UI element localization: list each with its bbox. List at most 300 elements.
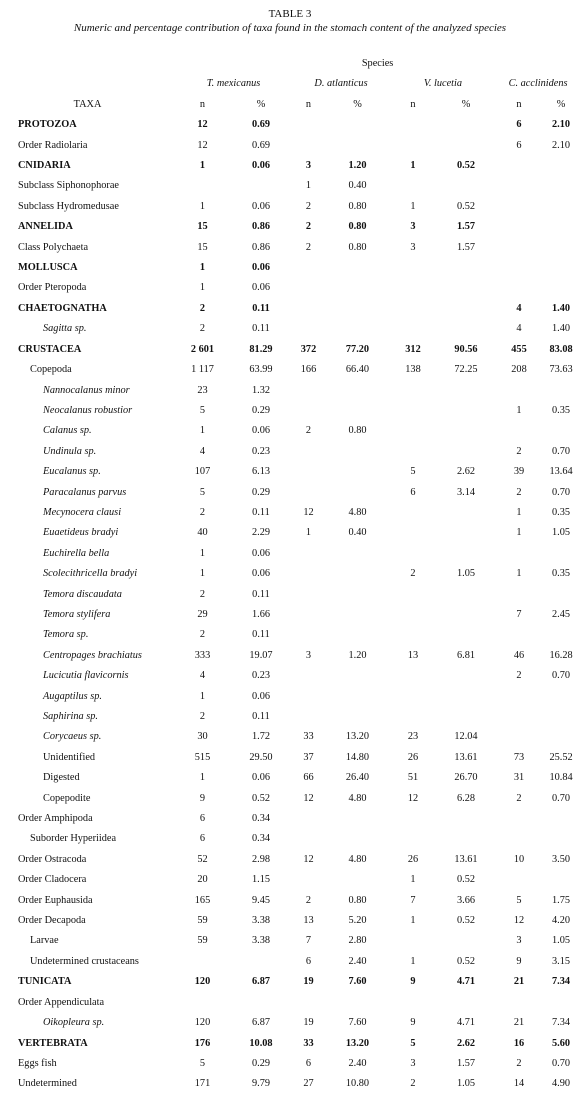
- count-cell: [292, 401, 325, 421]
- percent-cell: 13.61: [454, 751, 478, 763]
- percent-cell: 3.50: [552, 853, 571, 865]
- count-cell: 2: [305, 425, 312, 437]
- percent-cell: 0.80: [348, 425, 367, 437]
- percent-cell: [325, 605, 390, 625]
- percent-cell: [325, 829, 390, 849]
- taxon-name: Subclass Hydromedusae: [18, 200, 119, 212]
- percent-cell: [542, 993, 580, 1013]
- count-cell: 5: [410, 466, 416, 478]
- count-cell: 6: [516, 119, 522, 131]
- taxa-header: TAXA: [73, 98, 102, 110]
- count-cell: 10: [513, 853, 525, 865]
- percent-cell: 13.64: [549, 466, 573, 478]
- count-cell: [390, 176, 436, 196]
- percent-cell: 0.29: [251, 486, 271, 498]
- species-names-row: [0, 74, 580, 94]
- percent-cell: 0.52: [456, 160, 476, 172]
- taxon-name: VERTEBRATA: [18, 1037, 88, 1049]
- species-name: D. atlanticus: [314, 78, 368, 90]
- table-row: [0, 646, 580, 666]
- count-cell: 138: [405, 364, 421, 376]
- count-cell: [292, 993, 325, 1013]
- n-header: n: [199, 98, 206, 110]
- taxon-name: CHAETOGNATHA: [18, 302, 107, 314]
- percent-cell: 0.86: [251, 221, 271, 233]
- taxon-name: TUNICATA: [18, 976, 72, 988]
- table-row: [0, 972, 580, 992]
- table-row: [0, 1054, 580, 1074]
- n-header: n: [516, 98, 522, 110]
- count-cell: [292, 278, 325, 298]
- percent-cell: 0.06: [251, 282, 271, 294]
- count-cell: [292, 585, 325, 605]
- table-row: [0, 1074, 580, 1094]
- table-row: [0, 564, 580, 584]
- percent-cell: [436, 829, 496, 849]
- count-cell: 6: [199, 813, 206, 825]
- percent-cell: [436, 115, 496, 135]
- count-cell: [292, 319, 325, 339]
- count-cell: 12: [303, 792, 314, 804]
- count-cell: 12: [303, 853, 314, 865]
- taxon-name: Undetermined: [18, 1078, 77, 1090]
- table-row: [0, 340, 580, 360]
- percent-cell: 0.40: [348, 527, 367, 539]
- percent-cell: 25.52: [549, 751, 573, 763]
- count-cell: 3: [305, 160, 312, 172]
- percent-cell: 0.40: [348, 180, 367, 192]
- percent-cell: 7.60: [348, 976, 367, 988]
- pct-header: %: [256, 98, 266, 110]
- percent-cell: [436, 381, 496, 401]
- count-cell: 1: [199, 568, 206, 580]
- percent-cell: 0.86: [251, 241, 271, 253]
- percent-cell: 19.07: [249, 649, 273, 661]
- table-row: [0, 278, 580, 298]
- percent-cell: [436, 523, 496, 543]
- count-cell: 166: [300, 364, 317, 376]
- taxon-name: Order Appendiculata: [18, 996, 105, 1008]
- percent-cell: [436, 809, 496, 829]
- percent-cell: 0.52: [456, 874, 476, 886]
- count-cell: [496, 809, 542, 829]
- percent-cell: 0.11: [252, 302, 270, 314]
- percent-cell: 6.87: [251, 976, 271, 988]
- percent-cell: 83.08: [549, 343, 573, 355]
- count-cell: [496, 870, 542, 890]
- percent-cell: 1.20: [348, 649, 367, 661]
- percent-cell: 3.38: [251, 915, 271, 927]
- species-name: V. lucetia: [423, 78, 463, 90]
- percent-cell: 0.11: [252, 323, 270, 335]
- count-cell: [292, 483, 325, 503]
- percent-cell: [436, 625, 496, 645]
- percent-cell: [542, 707, 580, 727]
- percent-cell: 0.70: [552, 792, 571, 804]
- percent-cell: [542, 217, 580, 237]
- count-cell: 1: [410, 955, 416, 967]
- count-cell: [390, 278, 436, 298]
- percent-cell: 0.06: [251, 547, 271, 559]
- percent-cell: 0.29: [251, 404, 271, 416]
- count-cell: 1: [410, 874, 416, 886]
- taxon-name: Centropages brachiatus: [43, 649, 142, 661]
- count-cell: 1: [199, 547, 206, 559]
- taxon-name: Order Radiolaria: [18, 139, 88, 151]
- percent-cell: [542, 829, 580, 849]
- count-cell: 120: [194, 976, 211, 988]
- percent-cell: 0.06: [251, 568, 271, 580]
- count-cell: 6: [305, 1057, 312, 1069]
- percent-cell: 1.40: [552, 302, 571, 314]
- percent-cell: [436, 931, 496, 951]
- table-row: [0, 585, 580, 605]
- percent-cell: [436, 421, 496, 441]
- percent-cell: 10.80: [345, 1078, 370, 1090]
- count-cell: 2: [199, 302, 206, 314]
- count-cell: 2: [410, 568, 416, 580]
- taxon-name: CRUSTACEA: [18, 343, 82, 355]
- table-row: [0, 727, 580, 747]
- count-cell: 2: [199, 629, 206, 641]
- percent-cell: 66.40: [345, 364, 370, 376]
- count-cell: 5: [516, 894, 522, 906]
- count-cell: 9: [410, 1017, 416, 1029]
- percent-cell: 2.62: [456, 466, 476, 478]
- percent-cell: 2.10: [552, 139, 571, 151]
- percent-cell: 0.69: [251, 139, 271, 151]
- percent-cell: 1.57: [456, 1057, 476, 1069]
- count-cell: [496, 544, 542, 564]
- count-cell: 13: [407, 649, 419, 661]
- count-cell: 1: [199, 282, 206, 294]
- table-row: [0, 768, 580, 788]
- count-cell: 33: [303, 731, 314, 743]
- taxon-name: Larvae: [30, 935, 59, 947]
- count-cell: 12: [303, 506, 314, 518]
- count-cell: [175, 176, 230, 196]
- percent-cell: [436, 503, 496, 523]
- species-header: Species: [361, 58, 394, 69]
- percent-cell: [436, 544, 496, 564]
- taxon-name: Digested: [43, 772, 80, 784]
- percent-cell: 0.52: [456, 915, 476, 927]
- table-row: [0, 360, 580, 380]
- percent-cell: 1.15: [251, 874, 271, 886]
- percent-cell: 1.05: [456, 568, 476, 580]
- count-cell: [496, 707, 542, 727]
- count-cell: 1: [305, 527, 312, 539]
- percent-cell: 3.66: [456, 894, 476, 906]
- count-cell: 23: [407, 731, 419, 743]
- count-cell: [390, 605, 436, 625]
- percent-cell: 5.60: [552, 1037, 571, 1049]
- count-cell: 51: [407, 772, 419, 784]
- count-cell: 1: [199, 262, 206, 274]
- percent-cell: [436, 585, 496, 605]
- table-row: [0, 156, 580, 176]
- count-cell: 59: [197, 915, 208, 927]
- percent-cell: 0.70: [552, 445, 571, 457]
- percent-cell: [542, 156, 580, 176]
- percent-cell: [436, 136, 496, 156]
- count-cell: [390, 421, 436, 441]
- percent-cell: [230, 176, 292, 196]
- taxon-name: Temora stylifera: [43, 608, 111, 620]
- taxon-name: Oikopleura sp.: [43, 1017, 105, 1029]
- count-cell: 5: [199, 404, 206, 416]
- percent-cell: 7.34: [552, 976, 571, 988]
- subheader-row: [0, 95, 580, 115]
- percent-cell: [436, 299, 496, 319]
- percent-cell: 3.14: [456, 486, 476, 498]
- percent-cell: 6.87: [251, 1017, 271, 1029]
- count-cell: 21: [513, 976, 525, 988]
- count-cell: [496, 217, 542, 237]
- percent-cell: 4.71: [456, 1017, 476, 1029]
- percent-cell: [325, 870, 390, 890]
- percent-cell: 4.90: [552, 1078, 571, 1090]
- percent-cell: 13.61: [454, 853, 478, 865]
- percent-cell: 2.62: [456, 1037, 476, 1049]
- table-row: [0, 197, 580, 217]
- count-cell: 2: [199, 506, 206, 518]
- count-cell: 73: [513, 751, 525, 763]
- count-cell: 39: [513, 466, 525, 478]
- count-cell: 12: [197, 139, 208, 151]
- percent-cell: 1.05: [456, 1078, 476, 1090]
- count-cell: 6: [516, 139, 522, 151]
- taxon-name: ANNELIDA: [18, 221, 73, 233]
- count-cell: 6: [305, 955, 312, 967]
- percent-cell: 0.34: [251, 833, 271, 845]
- count-cell: 15: [197, 221, 208, 233]
- count-cell: 1: [199, 425, 206, 437]
- taxon-name: Calanus sp.: [43, 425, 92, 437]
- taxon-name: Corycaeus sp.: [43, 731, 102, 743]
- table-row: [0, 401, 580, 421]
- percent-cell: 0.52: [456, 200, 476, 212]
- count-cell: 2: [516, 670, 522, 682]
- count-cell: [390, 115, 436, 135]
- count-cell: 1: [516, 404, 522, 416]
- percent-cell: [542, 585, 580, 605]
- count-cell: 333: [194, 649, 211, 661]
- percent-cell: 14.80: [345, 751, 370, 763]
- percent-cell: [325, 809, 390, 829]
- count-cell: 2: [305, 894, 312, 906]
- percent-cell: [542, 421, 580, 441]
- percent-cell: [325, 585, 390, 605]
- taxon-name: Copepoda: [30, 364, 72, 376]
- count-cell: [292, 809, 325, 829]
- taxon-name: Euchirella bella: [43, 547, 110, 559]
- count-cell: 33: [303, 1037, 314, 1049]
- count-cell: 120: [194, 1017, 211, 1029]
- percent-cell: 9.45: [251, 894, 271, 906]
- taxon-name: Order Cladocera: [18, 874, 87, 886]
- count-cell: [292, 707, 325, 727]
- percent-cell: 3.15: [552, 955, 571, 967]
- count-cell: [390, 381, 436, 401]
- taxon-name: Order Ostracoda: [18, 853, 87, 865]
- taxon-name: MOLLUSCA: [18, 262, 78, 274]
- count-cell: [292, 381, 325, 401]
- count-cell: 59: [197, 935, 208, 947]
- percent-cell: [542, 258, 580, 278]
- percent-cell: [325, 544, 390, 564]
- percent-cell: [436, 258, 496, 278]
- count-cell: [390, 666, 436, 686]
- count-cell: [175, 952, 230, 972]
- percent-cell: [542, 197, 580, 217]
- percent-cell: 0.23: [251, 445, 271, 457]
- percent-cell: 1.32: [251, 384, 271, 396]
- percent-cell: 1.57: [456, 221, 476, 233]
- count-cell: [390, 809, 436, 829]
- count-cell: [390, 442, 436, 462]
- count-cell: [292, 666, 325, 686]
- percent-cell: 2.40: [348, 955, 367, 967]
- count-cell: 1: [410, 200, 416, 212]
- count-cell: [496, 993, 542, 1013]
- taxon-name: Sagitta sp.: [43, 323, 87, 335]
- count-cell: 5: [410, 1037, 416, 1049]
- count-cell: [292, 544, 325, 564]
- count-cell: 3: [516, 935, 522, 947]
- count-cell: 2: [516, 792, 522, 804]
- taxon-name: Saphirina sp.: [43, 711, 98, 722]
- percent-cell: 1.66: [251, 608, 271, 620]
- percent-cell: 6.13: [251, 466, 271, 478]
- percent-cell: [436, 401, 496, 421]
- percent-cell: 2.80: [348, 935, 367, 947]
- percent-cell: [436, 707, 496, 727]
- count-cell: [390, 503, 436, 523]
- table-row: [0, 891, 580, 911]
- count-cell: [390, 993, 436, 1013]
- count-cell: 176: [194, 1037, 211, 1049]
- percent-cell: 0.06: [251, 690, 271, 702]
- percent-cell: 26.70: [454, 772, 478, 784]
- table-row: [0, 503, 580, 523]
- table-row: [0, 421, 580, 441]
- percent-cell: 90.56: [454, 343, 478, 355]
- table-row: [0, 625, 580, 645]
- percent-cell: 10.08: [249, 1037, 273, 1049]
- percent-cell: [325, 258, 390, 278]
- percent-cell: 1.72: [251, 731, 271, 743]
- percent-cell: [436, 442, 496, 462]
- count-cell: 1: [516, 527, 522, 539]
- percent-cell: 0.70: [552, 1057, 571, 1069]
- percent-cell: 26.40: [345, 772, 370, 784]
- taxon-name: Paracalanus parvus: [43, 486, 127, 498]
- percent-cell: 13.20: [345, 1037, 370, 1049]
- count-cell: 2: [199, 711, 206, 722]
- table-row: [0, 299, 580, 319]
- table-row: [0, 931, 580, 951]
- table-row: [0, 217, 580, 237]
- taxon-name: Temora discaudata: [43, 588, 122, 600]
- percent-cell: 12.04: [454, 731, 478, 743]
- percent-cell: [542, 870, 580, 890]
- count-cell: 13: [303, 915, 314, 927]
- percent-cell: 0.80: [348, 221, 367, 233]
- count-cell: 1: [199, 200, 206, 212]
- count-cell: [390, 829, 436, 849]
- percent-cell: 63.99: [249, 364, 273, 376]
- count-cell: 66: [303, 772, 314, 784]
- taxon-name: Mecynocera clausi: [43, 506, 122, 518]
- count-cell: 2: [410, 1078, 416, 1090]
- table-row: [0, 483, 580, 503]
- stomach-content-table: [0, 54, 580, 1095]
- percent-cell: [542, 176, 580, 196]
- percent-cell: 0.69: [251, 119, 271, 131]
- table-row: [0, 442, 580, 462]
- percent-cell: 2.98: [251, 853, 271, 865]
- percent-cell: [325, 462, 390, 482]
- percent-cell: [325, 442, 390, 462]
- count-cell: [292, 462, 325, 482]
- species-name: T. mexicanus: [206, 78, 261, 90]
- count-cell: [496, 829, 542, 849]
- percent-cell: 3.38: [251, 935, 271, 947]
- percent-cell: 0.52: [251, 792, 271, 804]
- table-row: [0, 707, 580, 727]
- table-row: [0, 1013, 580, 1033]
- taxon-name: Temora sp.: [43, 629, 89, 641]
- count-cell: 26: [407, 853, 419, 865]
- percent-cell: 1.05: [552, 527, 571, 539]
- percent-cell: [436, 278, 496, 298]
- percent-cell: 7.34: [552, 1017, 571, 1029]
- count-cell: [390, 258, 436, 278]
- taxon-name: Neocalanus robustior: [43, 404, 133, 416]
- table-row: [0, 850, 580, 870]
- count-cell: 2: [516, 486, 522, 498]
- count-cell: [496, 197, 542, 217]
- count-cell: 29: [197, 608, 208, 620]
- percent-cell: [542, 238, 580, 258]
- percent-cell: 0.06: [251, 772, 271, 784]
- percent-cell: [325, 299, 390, 319]
- count-cell: 14: [513, 1078, 525, 1090]
- count-cell: 1: [199, 690, 206, 702]
- percent-cell: [325, 707, 390, 727]
- taxon-name: Eucalanus sp.: [43, 466, 101, 478]
- taxon-name: PROTOZOA: [18, 119, 77, 131]
- count-cell: [390, 523, 436, 543]
- count-cell: 12: [407, 792, 419, 804]
- percent-cell: 0.35: [552, 506, 571, 518]
- percent-cell: [325, 993, 390, 1013]
- percent-cell: [325, 483, 390, 503]
- count-cell: 26: [407, 751, 419, 763]
- count-cell: [496, 381, 542, 401]
- taxon-name: Order Euphausida: [18, 894, 93, 906]
- percent-cell: [542, 809, 580, 829]
- percent-cell: 5.20: [348, 915, 367, 927]
- count-cell: [496, 278, 542, 298]
- percent-cell: 0.11: [252, 506, 270, 518]
- count-cell: [292, 687, 325, 707]
- percent-cell: 0.80: [348, 241, 367, 253]
- count-cell: 208: [511, 364, 527, 376]
- count-cell: 1: [199, 160, 206, 172]
- percent-cell: 0.80: [348, 200, 367, 212]
